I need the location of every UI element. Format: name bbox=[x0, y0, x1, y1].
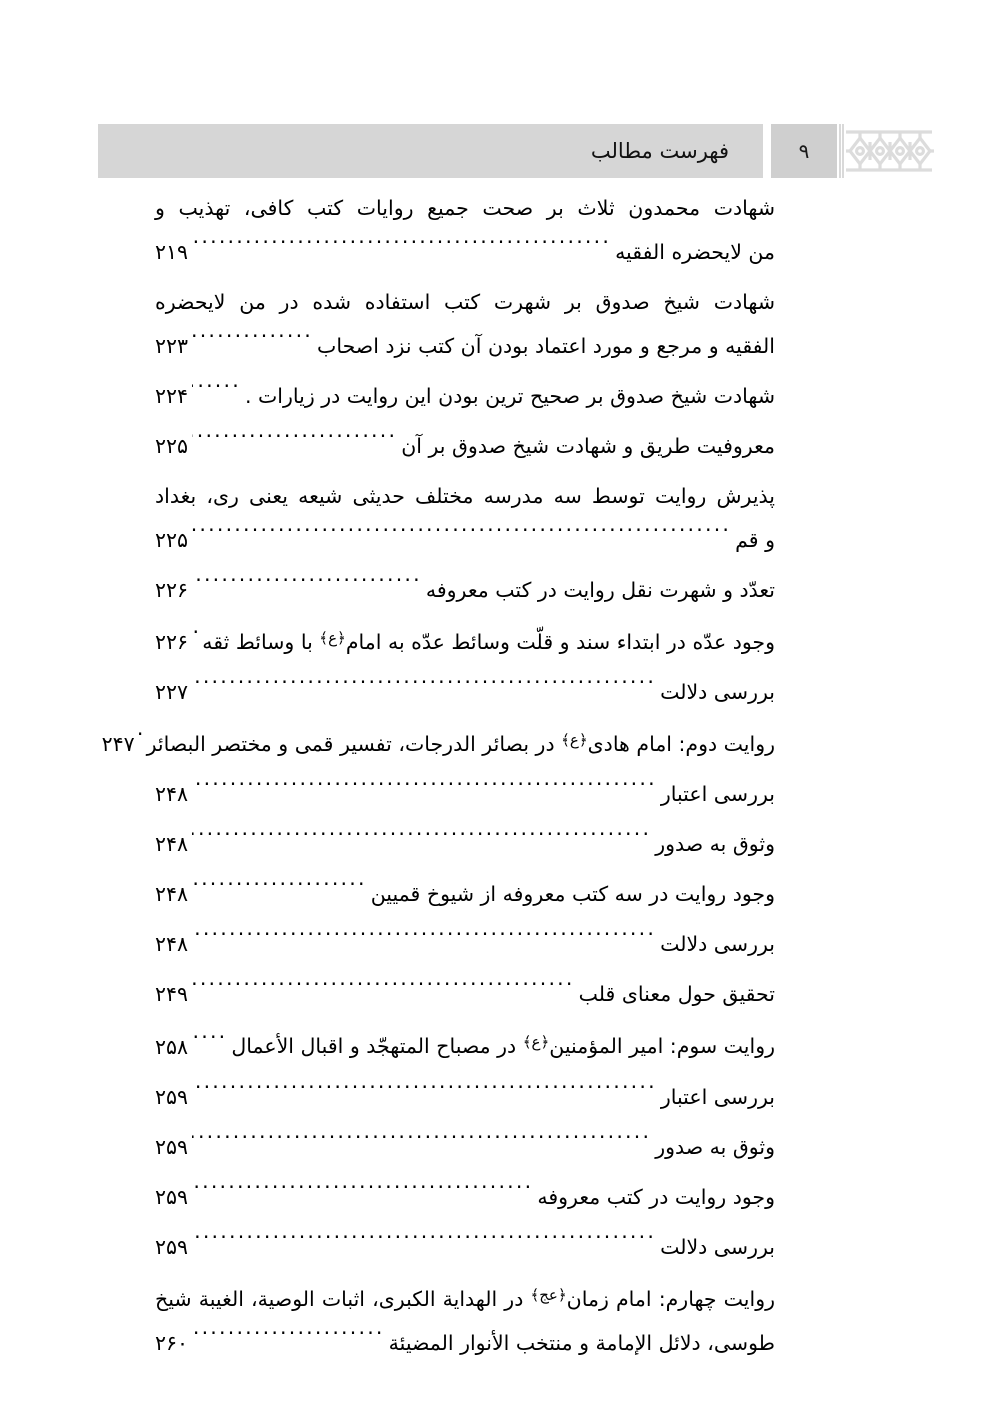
toc-entry[interactable] bbox=[155, 972, 775, 1016]
toc-page-number: ۲۴۸ bbox=[155, 882, 189, 907]
header-page-number: ۹ bbox=[771, 124, 837, 178]
toc-entry-final-line bbox=[155, 1022, 775, 1068]
toc-entry[interactable] bbox=[155, 822, 775, 866]
toc-dot-leader bbox=[192, 239, 611, 260]
table-of-contents bbox=[101, 186, 776, 1371]
toc-entry-final-line bbox=[155, 922, 775, 966]
toc-entry[interactable] bbox=[155, 872, 775, 916]
toc-entry-final-line bbox=[155, 670, 775, 714]
toc-entry-final-line bbox=[155, 618, 775, 664]
toc-entry-line: روایت چهارم: امام زمان﴿عج﴾ در الهدایة الکبری، اثبات الوصیة، الغیبة شیخ bbox=[155, 1275, 775, 1321]
toc-dot-leader bbox=[136, 731, 146, 752]
toc-page-number: ۲۴۷ bbox=[101, 732, 135, 757]
toc-dot-leader bbox=[192, 433, 397, 454]
toc-entry-final-line bbox=[155, 1225, 775, 1269]
toc-page-number: ۲۴۹ bbox=[155, 982, 189, 1007]
toc-entry-label: تعدّد و شهرت نقل روایت در کتب معروفه bbox=[425, 578, 775, 602]
toc-entry[interactable] bbox=[101, 720, 775, 766]
header-spacer bbox=[763, 124, 771, 178]
toc-page-number: ۲۴۸ bbox=[155, 832, 189, 857]
toc-entry-final-line bbox=[155, 772, 775, 816]
toc-entry-label: معروفیت طریق و شهادت شیخ صدوق بر آن bbox=[401, 434, 775, 458]
toc-entry-final-line bbox=[155, 568, 775, 612]
toc-page-number: ۲۲۳ bbox=[155, 334, 189, 358]
honorific-icon: ﴿ع﴾ bbox=[522, 1033, 550, 1052]
toc-page-number: ۲۲۶ bbox=[155, 578, 189, 602]
toc-dot-leader bbox=[192, 679, 656, 700]
toc-entry-final-line bbox=[155, 822, 775, 866]
toc-entry-line: شهادت محمدون ثلاث بر صحت جمیع روایات کتب کافی، تهذیب و bbox=[155, 196, 775, 220]
toc-entry-label: شهادت شیخ صدوق بر صحیح ترین بودن این روایت در زیارات . bbox=[244, 384, 775, 408]
islamic-geometric-ornament-icon bbox=[844, 124, 940, 178]
toc-entry-label: وجود روایت در سه کتب معروفه از شیوخ قمیین bbox=[370, 882, 775, 907]
toc-entry[interactable] bbox=[155, 1022, 775, 1068]
toc-dot-leader bbox=[192, 527, 731, 548]
toc-entry[interactable] bbox=[155, 1075, 775, 1119]
toc-entry-label: بررسی دلالت bbox=[660, 932, 775, 957]
toc-entry-label: من لایحضره الفقیه bbox=[615, 240, 775, 264]
toc-dot-leader bbox=[192, 1233, 656, 1254]
toc-page-number: ۲۵۹ bbox=[155, 1134, 189, 1159]
toc-entry[interactable] bbox=[155, 922, 775, 966]
toc-entry-label: بررسی دلالت bbox=[660, 680, 775, 705]
toc-entry-final-line bbox=[155, 872, 775, 916]
toc-entry[interactable] bbox=[155, 424, 775, 468]
toc-entry-label: وجود روایت در کتب معروفه bbox=[537, 1184, 775, 1209]
toc-entry[interactable] bbox=[155, 1275, 775, 1365]
toc-dot-leader bbox=[192, 981, 575, 1002]
toc-entry-label: وثوق به صدور bbox=[655, 832, 775, 857]
toc-dot-leader bbox=[192, 383, 241, 404]
toc-dot-leader bbox=[192, 781, 657, 802]
toc-entry-label: بررسی اعتبار bbox=[660, 782, 775, 807]
running-header bbox=[98, 124, 940, 178]
toc-entry[interactable] bbox=[155, 1225, 775, 1269]
toc-entry-label: وجود عدّه در ابتداء سند و قلّت وسائط عدّه به امام﴿ع﴾ با وسائط ثقه bbox=[202, 618, 775, 664]
toc-page-number: ۲۲۵ bbox=[155, 434, 189, 458]
toc-dot-leader bbox=[192, 1133, 651, 1154]
toc-entry-label: و قم bbox=[735, 528, 775, 552]
toc-entry[interactable] bbox=[155, 374, 775, 418]
toc-entry-label: الفقیه و مرجع و مورد اعتماد بودن آن کتب نزد اصحاب bbox=[317, 334, 775, 358]
honorific-icon: ﴿ع﴾ bbox=[319, 629, 346, 647]
toc-entry-label: روایت سوم: امیر المؤمنین﴿ع﴾ در مصباح المتهجّد و اقبال الأعمال bbox=[231, 1022, 775, 1068]
toc-page-number: ۲۴۸ bbox=[155, 782, 189, 807]
honorific-icon: ﴿ع﴾ bbox=[561, 731, 588, 750]
toc-page-number: ۲۱۹ bbox=[155, 240, 189, 264]
toc-entry-label: وثوق به صدور bbox=[655, 1134, 775, 1159]
toc-page-number: ۲۲۷ bbox=[155, 680, 189, 705]
toc-page-number: ۲۵۹ bbox=[155, 1184, 189, 1209]
toc-dot-leader bbox=[192, 831, 651, 852]
toc-dot-leader bbox=[192, 881, 367, 902]
toc-entry[interactable] bbox=[155, 670, 775, 714]
toc-entry-final-line bbox=[155, 1175, 775, 1219]
toc-entry-label: تحقیق حول معنای قلب bbox=[578, 982, 775, 1007]
toc-dot-leader bbox=[192, 333, 313, 354]
toc-entry-final-line bbox=[155, 374, 775, 418]
toc-page-number: ۲۴۸ bbox=[155, 932, 189, 957]
toc-page-number: ۲۵۹ bbox=[155, 1234, 189, 1259]
toc-entry-final-line bbox=[155, 324, 775, 368]
toc-entry-label: طوسی، دلائل الإمامة و منتخب الأنوار المضیئة bbox=[388, 1330, 775, 1355]
toc-entry-final-line bbox=[155, 518, 775, 562]
toc-page-number: ۲۵۸ bbox=[155, 1034, 189, 1059]
toc-entry-final-line bbox=[155, 230, 775, 274]
toc-entry-final-line bbox=[155, 972, 775, 1016]
toc-dot-leader bbox=[189, 629, 201, 650]
toc-dot-leader bbox=[192, 1183, 533, 1204]
header-title-band bbox=[98, 124, 763, 178]
toc-entry-line: شهادت شیخ صدوق بر شهرت کتب استفاده شده در من لایحضره bbox=[155, 290, 775, 314]
toc-page-number: ۲۶۰ bbox=[155, 1330, 189, 1355]
toc-dot-leader bbox=[192, 1329, 385, 1350]
toc-dot-leader bbox=[192, 1033, 227, 1054]
toc-entry-line: پذیرش روایت توسط سه مدرسه مختلف حدیثی شیعه یعنی ری، بغداد bbox=[155, 484, 775, 508]
toc-entry[interactable] bbox=[155, 772, 775, 816]
header-divider-rule bbox=[837, 124, 844, 178]
toc-entry-final-line bbox=[155, 1321, 775, 1365]
toc-page-number: ۲۵۹ bbox=[155, 1084, 189, 1109]
toc-entry[interactable] bbox=[155, 618, 775, 664]
toc-entry-label: بررسی اعتبار bbox=[660, 1084, 775, 1109]
toc-entry-label: بررسی دلالت bbox=[660, 1234, 775, 1259]
toc-dot-leader bbox=[192, 931, 656, 952]
toc-entry-final-line bbox=[155, 424, 775, 468]
toc-entry[interactable] bbox=[155, 280, 775, 368]
toc-dot-leader bbox=[192, 577, 422, 598]
toc-entry-final-line bbox=[155, 1125, 775, 1169]
toc-entry[interactable] bbox=[155, 1125, 775, 1169]
toc-page-number: ۲۲۵ bbox=[155, 528, 189, 552]
page-title: فهرست مطالب bbox=[590, 139, 729, 163]
toc-page-number: ۲۲۶ bbox=[155, 630, 189, 655]
toc-entry-final-line bbox=[101, 720, 775, 766]
toc-entry-label: روایت دوم: امام هادی﴿ع﴾ در بصائر الدرجات، تفسیر قمی و مختصر البصائر bbox=[147, 720, 775, 766]
toc-page-number: ۲۲۴ bbox=[155, 384, 189, 408]
toc-entry[interactable] bbox=[155, 474, 775, 562]
toc-entry[interactable] bbox=[155, 568, 775, 612]
toc-entry[interactable] bbox=[155, 1175, 775, 1219]
honorific-icon: ﴿عج﴾ bbox=[530, 1285, 567, 1304]
toc-entry[interactable] bbox=[155, 186, 775, 274]
toc-dot-leader bbox=[192, 1083, 657, 1104]
toc-entry-final-line bbox=[155, 1075, 775, 1119]
